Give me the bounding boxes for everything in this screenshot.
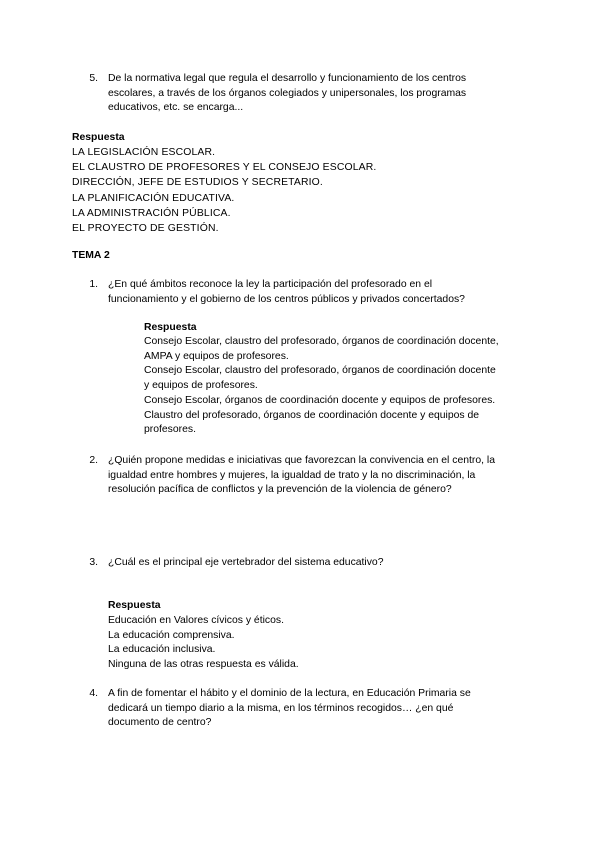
answer-option: LA LEGISLACIÓN ESCOLAR. — [72, 147, 216, 158]
answer-options — [72, 145, 376, 236]
answer-option: DIRECCIÓN, JEFE DE ESTUDIOS Y SECRETARIO. — [72, 177, 323, 189]
answer-option: EL PROYECTO DE GESTIÓN. — [72, 223, 219, 235]
question-line: escolares, a través de los órganos colegiados y unipersonales, los programas — [108, 87, 467, 99]
answer-option: y equipos de profesores. — [144, 380, 258, 392]
answer-option: Claustro del profesorado, órganos de coordinación docente y equipos de — [144, 409, 480, 421]
question-line: A fin de fomentar el hábito y el dominio de la lectura, en Educación Primaria se — [108, 688, 471, 699]
answer-option: LA ADMINISTRACIÓN PÚBLICA. — [72, 207, 231, 219]
question-line: documento de centro? — [108, 717, 212, 729]
answer-option: La educación comprensiva. — [108, 629, 235, 641]
question-number: 2. — [89, 455, 98, 466]
answer-option: Consejo Escolar, claustro del profesorado, órganos de coordinación docente, — [144, 336, 499, 347]
answer-option: Ninguna de las otras respuesta es válida. — [108, 659, 299, 671]
answer-option: EL CLAUSTRO DE PROFESORES Y EL CONSEJO ESCOLAR. — [72, 162, 377, 174]
answer-label: Respuesta — [72, 132, 125, 143]
answer-label: Respuesta — [144, 322, 197, 333]
question-text — [108, 687, 471, 731]
answer-option: Consejo Escolar, claustro del profesorado, órganos de coordinación docente — [144, 365, 496, 377]
answer-option: Educación en Valores cívicos y éticos. — [108, 615, 284, 626]
question-text — [108, 278, 465, 307]
question-line: dedicará un tiempo diario a la misma, en los términos recogidos… ¿en qué — [108, 702, 454, 714]
question-line: De la normativa legal que regula el desarrollo y funcionamiento de los centros — [108, 73, 467, 84]
question-line: resolución pacífica de conflictos y la prevención de la violencia de género? — [108, 484, 452, 496]
question-text — [108, 556, 384, 571]
question-line: ¿Quién propone medidas e iniciativas que favorezcan la convivencia en el centro, la — [108, 455, 495, 466]
question-number: 4. — [89, 688, 98, 699]
question-number: 3. — [89, 557, 98, 568]
answer-options — [144, 335, 499, 438]
question-line: ¿Cuál es el principal eje vertebrador del sistema educativo? — [108, 557, 384, 568]
answer-option: Consejo Escolar, órganos de coordinación docente y equipos de profesores. — [144, 394, 496, 406]
question-line: educativos, etc. se encarga... — [108, 102, 244, 114]
question-line: ¿En qué ámbitos reconoce la ley la participación del profesorado en el — [108, 279, 433, 290]
question-text — [108, 454, 495, 498]
question-line: igualdad entre hombres y mujeres, la igualdad de trato y la no discriminación, la — [108, 469, 476, 481]
answer-option: profesores. — [144, 424, 196, 436]
question-number: 5. — [89, 73, 98, 84]
question-line: funcionamiento y el gobierno de los centros públicos y privados concertados? — [108, 293, 465, 305]
answer-label: Respuesta — [108, 600, 161, 611]
answer-option: La educación inclusiva. — [108, 644, 216, 656]
question-text — [108, 72, 466, 116]
section-title: TEMA 2 — [72, 250, 110, 261]
answer-option: AMPA y equipos de profesores. — [144, 350, 289, 362]
answer-options — [108, 614, 299, 673]
answer-option: LA PLANIFICACIÓN EDUCATIVA. — [72, 192, 235, 204]
question-number: 1. — [89, 279, 98, 290]
